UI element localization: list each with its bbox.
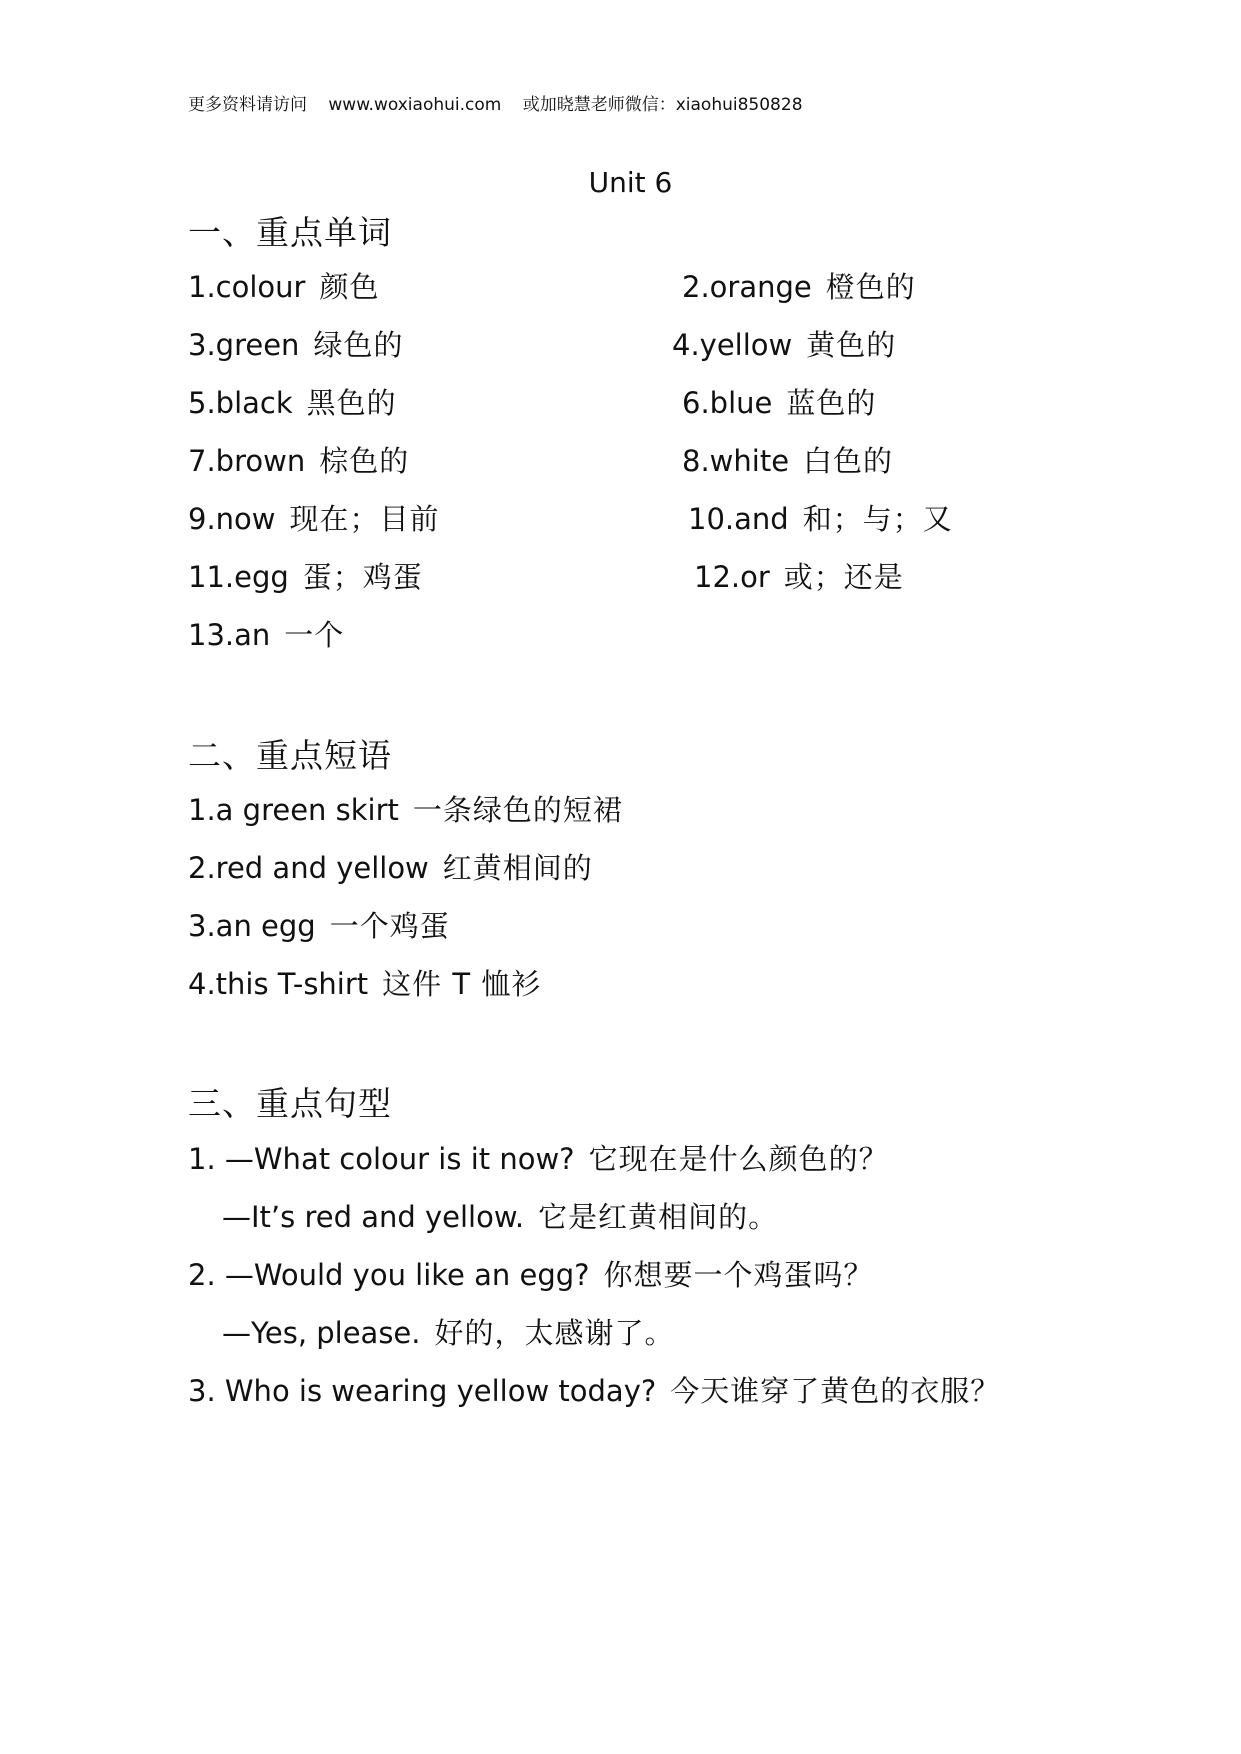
- word-zh: 颜色: [319, 270, 380, 304]
- sentence-en: 1. —What colour is it now?: [188, 1142, 575, 1176]
- phrase-zh: 一个鸡蛋: [329, 909, 450, 943]
- sentence-en: 2. —Would you like an egg?: [188, 1258, 590, 1292]
- word-zh: 白色的: [803, 444, 894, 478]
- word-en: 2.orange: [682, 270, 812, 304]
- word-item: [672, 323, 896, 364]
- word-en: 12.or: [694, 560, 770, 594]
- sentence-item: [222, 1195, 778, 1236]
- page-header: [188, 90, 819, 115]
- word-zh: 绿色的: [313, 328, 404, 362]
- section-heading-sentences: 三、重点句型: [188, 1084, 392, 1123]
- phrase-en: 3.an egg: [188, 909, 316, 943]
- word-item: [682, 381, 876, 422]
- word-en: 3.green: [188, 328, 300, 362]
- word-item: [682, 265, 916, 306]
- word-en: 9.now: [188, 502, 276, 536]
- word-item: [188, 323, 403, 364]
- word-en: 6.blue: [682, 386, 773, 420]
- word-item: [694, 555, 904, 596]
- phrase-item: [188, 846, 593, 887]
- section-heading-words: 一、重点单词: [188, 213, 392, 252]
- sentence-zh: 好的，太感谢了。: [434, 1316, 675, 1350]
- word-zh: 蓝色的: [786, 386, 877, 420]
- phrase-zh: 红黄相间的: [442, 851, 593, 885]
- word-zh: 或；还是: [783, 560, 904, 594]
- word-en: 4.yellow: [672, 328, 793, 362]
- sentence-zh: 它是红黄相间的。: [538, 1200, 779, 1234]
- word-zh: 橙色的: [825, 270, 916, 304]
- sentence-en: 3. Who is wearing yellow today?: [188, 1374, 657, 1408]
- word-zh: 和；与；又: [802, 502, 953, 536]
- sentence-item: [188, 1137, 889, 1178]
- header-website-link[interactable]: www.woxiaohui.com: [328, 95, 502, 115]
- sentence-item: [188, 1369, 1000, 1410]
- word-en: 11.egg: [188, 560, 289, 594]
- word-item: [188, 497, 440, 538]
- sentence-item: [188, 1253, 874, 1294]
- header-contact: 或加晓慧老师微信：xiaohui850828: [522, 95, 803, 115]
- phrase-zh: 这件 T 恤衫: [382, 967, 542, 1001]
- word-en: 1.colour: [188, 270, 306, 304]
- word-en: 5.black: [188, 386, 293, 420]
- sentence-zh: 你想要一个鸡蛋吗？: [603, 1258, 874, 1292]
- word-en: 10.and: [688, 502, 789, 536]
- phrase-en: 4.this T-shirt: [188, 967, 369, 1001]
- phrase-en: 1.a green skirt: [188, 793, 399, 827]
- word-zh: 一个: [284, 618, 345, 652]
- word-item: [688, 497, 953, 538]
- section-heading-phrases: 二、重点短语: [188, 736, 392, 775]
- word-zh: 棕色的: [319, 444, 410, 478]
- word-en: 13.an: [188, 618, 271, 652]
- word-item: [188, 555, 423, 596]
- word-en: 8.white: [682, 444, 790, 478]
- word-zh: 蛋；鸡蛋: [302, 560, 423, 594]
- word-item: [188, 381, 397, 422]
- word-zh: 黄色的: [806, 328, 897, 362]
- sentence-zh: 今天谁穿了黄色的衣服？: [670, 1374, 1001, 1408]
- sentence-en: —It’s red and yellow.: [222, 1200, 525, 1234]
- phrase-item: [188, 904, 450, 945]
- phrase-item: [188, 962, 541, 1003]
- phrase-zh: 一条绿色的短裙: [412, 793, 623, 827]
- sentence-zh: 它现在是什么颜色的？: [588, 1142, 889, 1176]
- word-item: [682, 439, 893, 480]
- word-item: [188, 265, 379, 306]
- page-title: Unit 6: [588, 166, 673, 199]
- phrase-item: [188, 788, 623, 829]
- header-text: 更多资料请访问: [188, 95, 307, 115]
- word-en: 7.brown: [188, 444, 306, 478]
- sentence-item: [222, 1311, 675, 1352]
- word-zh: 现在；目前: [289, 502, 440, 536]
- word-item: [188, 439, 409, 480]
- phrase-en: 2.red and yellow: [188, 851, 429, 885]
- sentence-en: —Yes, please.: [222, 1316, 421, 1350]
- word-item: [188, 613, 344, 654]
- word-zh: 黑色的: [306, 386, 397, 420]
